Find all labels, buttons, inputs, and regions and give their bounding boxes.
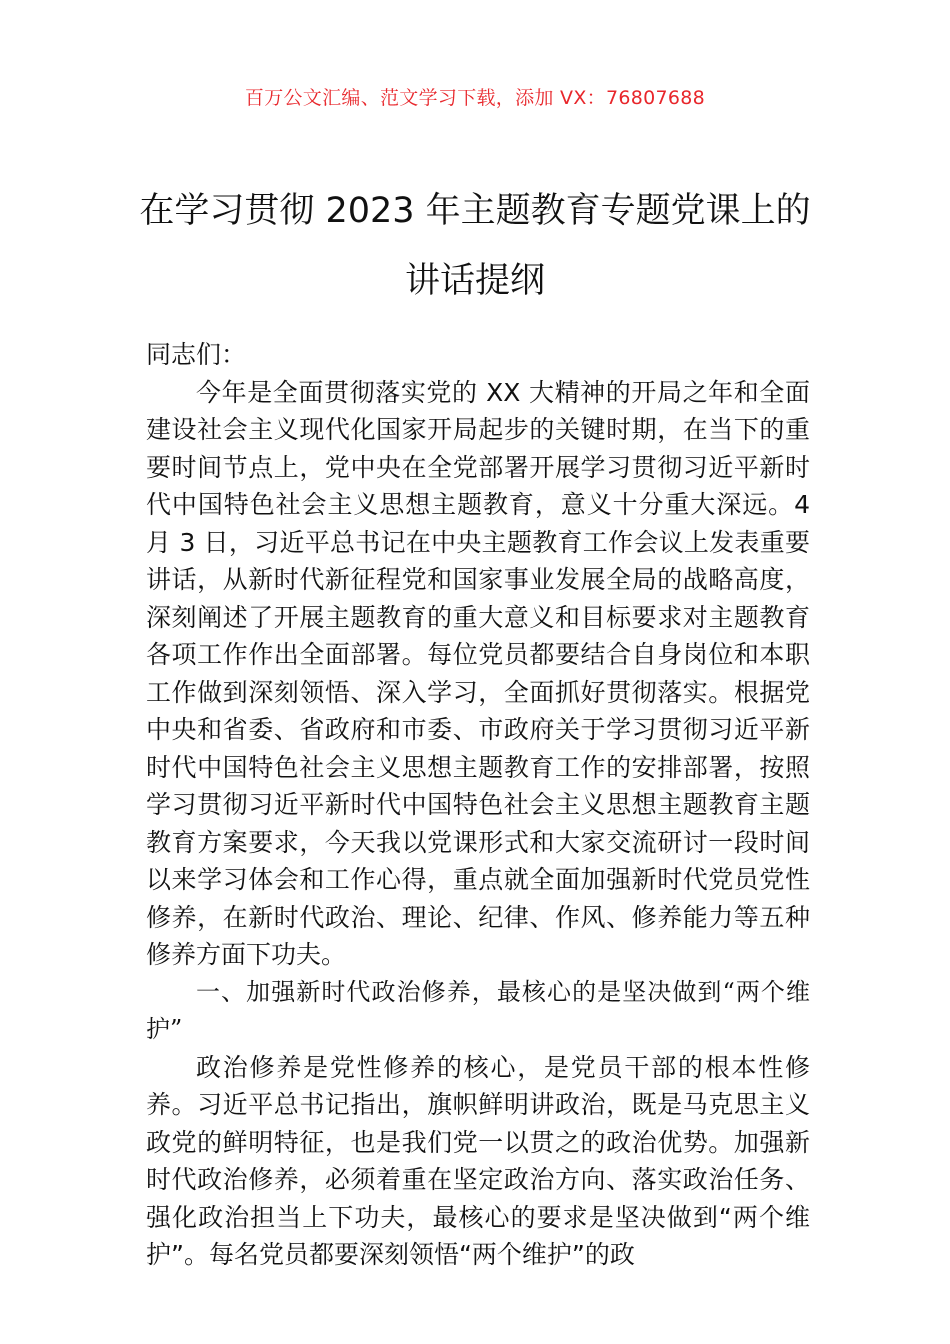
header-watermark-note: 百万公文汇编、范文学习下载，添加 VX：76807688 <box>244 87 706 109</box>
title-line-2: 讲话提纲 <box>404 261 545 301</box>
salutation: 同志们： <box>146 340 247 369</box>
document-body <box>146 336 810 1274</box>
title-line-1: 在学习贯彻 2023 年主题教育专题党课上的 <box>139 191 811 231</box>
section-heading-1: 一、加强新时代政治修养，最核心的是坚决做到“两个维护” <box>146 977 810 1043</box>
body-paragraph-2: 政治修养是党性修养的核心，是党员干部的根本性修养。习近平总书记指出，旗帜鲜明讲政治，既是马克思主义政党的鲜明特征，也是我们党一以贯之的政治优势。加强新时代政治修养，必须着重在坚定政治方向、落实政治任务、强化政治担当上下功夫，最核心的要求是坚决做到“两个维护”。每名党员都要深刻领悟“两个维护”的政 <box>146 1052 810 1269</box>
body-paragraph-1: 今年是全面贯彻落实党的 XX 大精神的开局之年和全面建设社会主义现代化国家开局起步的关键时期，在当下的重要时间节点上，党中央在全党部署开展学习贯彻习近平新时代中国特色社会主义思想主题教育，意义十分重大深远。4 月 3 日，习近平总书记在中央主题教育工作会议上发表重要讲话，从新时代新征程党和国家事业发展全局的战略高度，深刻阐述了开展主题教育的重大意义和目标要求对主题教育各项工作作出全面部署。每位党员都要结合自身岗位和本职工作做到深刻领悟、深入学习，全面抓好贯彻落实。根据党中央和省委、省政府和市委、市政府关于学习贯彻习近平新时代中国特色社会主义思想主题教育工作的安排部署，按照学习贯彻习近平新时代中国特色社会主义思想主题教育主题教育方案要求，今天我以党课形式和大家交流研讨一段时间以来学习体会和工作心得，重点就全面加强新时代党员党性修养，在新时代政治、理论、纪律、作风、修养能力等五种修养方面下功夫。 <box>146 377 810 969</box>
document-title <box>80 176 870 316</box>
